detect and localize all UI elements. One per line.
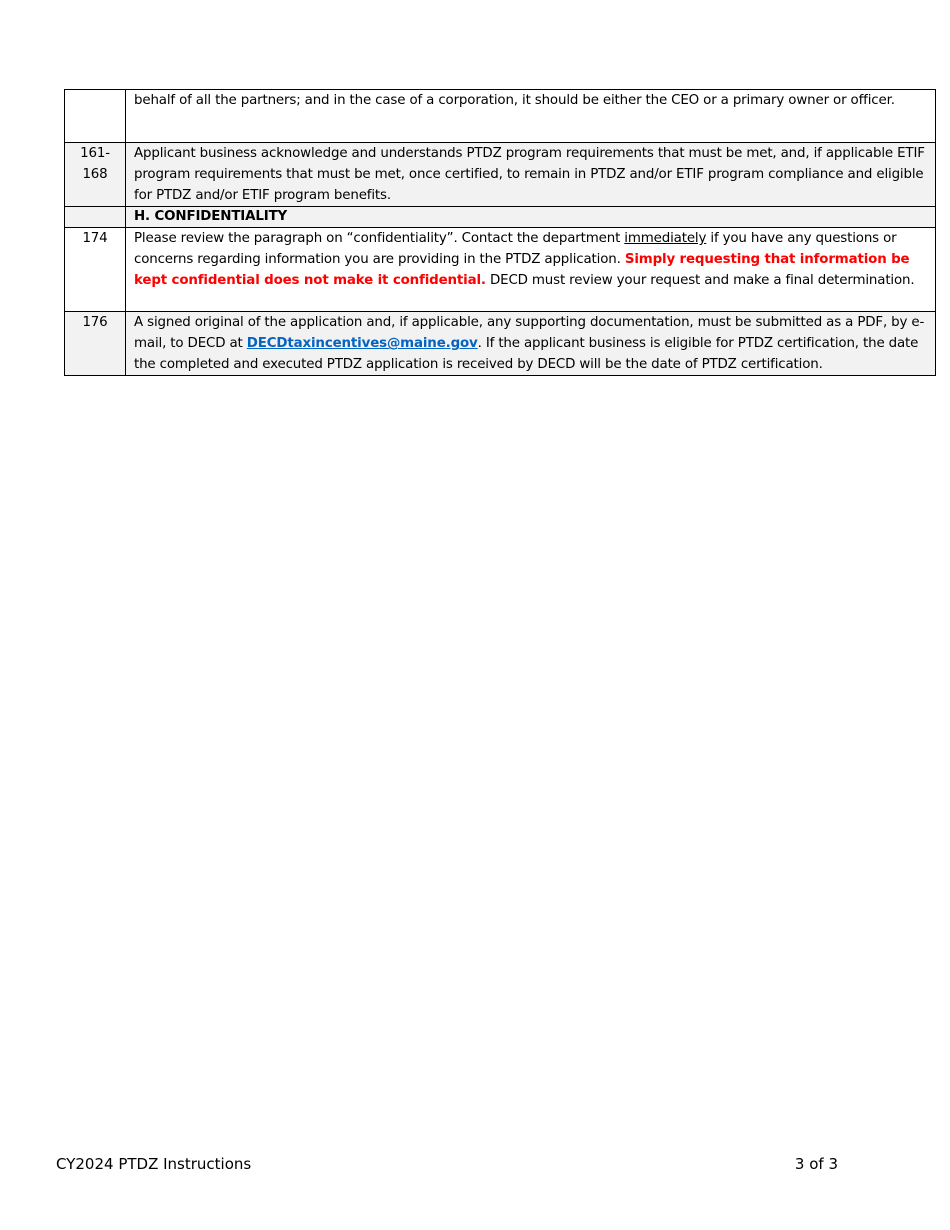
table-row (65, 143, 936, 207)
footer-page-number: 3 of 3 (794, 1155, 838, 1173)
row-number (65, 207, 126, 228)
row-number-line1: 161- (80, 146, 110, 161)
text-segment: DECD must review your request and make a final determination. (485, 273, 915, 288)
row-number: 176 (65, 312, 126, 376)
text-segment: Please review the paragraph on “confidentiality”. Contact the department (134, 231, 625, 246)
instructions-table (64, 89, 936, 376)
footer-document-title: CY2024 PTDZ Instructions (56, 1155, 252, 1173)
text-segment: . If the applicant business is eligible for PTDZ certification, the date the completed and executed PTDZ application is received by DECD will be the date of PTDZ certification. (134, 336, 919, 372)
confidentiality-warning: Simply requesting that information be kept confidential does not make it confidential. (134, 252, 910, 288)
row-text: Applicant business acknowledge and understands PTDZ program requirements that must be met, and, if applicable ETIF program requirements that must be met, once certified, to remain in PTDZ and/or ETIF program compliance and eligible for PTDZ and/or ETIF program benefits. (126, 143, 936, 207)
table-row (65, 90, 936, 143)
table-row (65, 312, 936, 376)
row-number (65, 143, 126, 207)
text-segment: if you have any questions or concerns regarding information you are providing in the PTDZ application. (134, 231, 897, 267)
email-link[interactable]: DECDtaxincentives@maine.gov (246, 336, 478, 351)
underlined-text: immediately (624, 231, 707, 246)
section-heading-row (65, 207, 936, 228)
row-text (126, 312, 936, 376)
text-segment: A signed original of the application and, if applicable, any supporting documentation, must be submitted as a PDF, by e-mail, to DECD at (134, 315, 925, 351)
section-heading: H. CONFIDENTIALITY (126, 207, 936, 228)
row-text (126, 228, 936, 312)
row-number: 174 (65, 228, 126, 312)
row-text: behalf of all the partners; and in the case of a corporation, it should be either the CEO or a primary owner or officer. (126, 90, 936, 143)
table-row (65, 228, 936, 312)
row-number (65, 90, 126, 143)
row-number-line2: 168 (82, 167, 108, 182)
